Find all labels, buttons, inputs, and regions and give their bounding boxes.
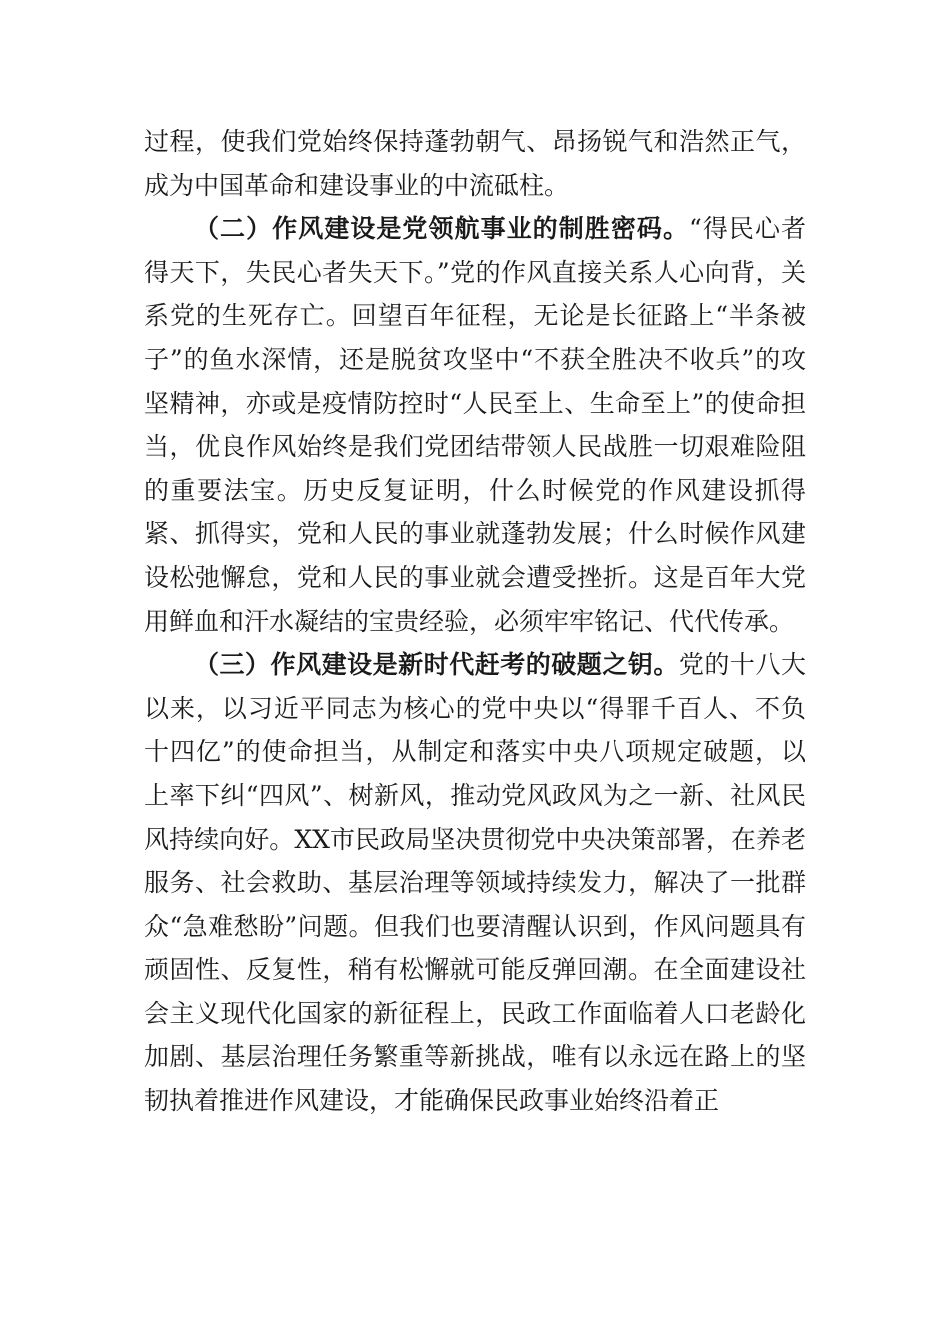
body-text [144, 120, 806, 1123]
paragraph-body: “得民心者得天下，失民心者失天下。”党的作风直接关系人心向背，关系党的生死存亡。回望百年征程，无论是长征路上“半条被子”的鱼水深情，还是脱贫攻坚中“不获全胜决不收兵”的攻坚精神，亦或是疫情防控时“人民至上、生命至上”的使命担当，优良作风始终是我们党团结带领人民战胜一切艰难险阻的重要法宝。历史反复证明，什么时候党的作风建设抓得紧、抓得实，党和人民的事业就蓬勃发展；什么时候作风建设松弛懈怠，党和人民的事业就会遭受挫折。这是百年大党用鲜血和汗水凝结的宝贵经验，必须牢牢铭记、代代传承。 [144, 214, 806, 636]
paragraph-body: 过程，使我们党始终保持蓬勃朝气、昂扬锐气和浩然正气，成为中国革命和建设事业的中流砥柱。 [144, 127, 806, 200]
section-heading: （三）作风建设是新时代赶考的破题之钥。 [194, 650, 679, 680]
section-heading: （二）作风建设是党领航事业的制胜密码。 [194, 214, 689, 244]
paragraph-section-2 [144, 207, 806, 643]
paragraph-section-3 [144, 643, 806, 1123]
paragraph-continuation [144, 120, 806, 207]
paragraph-body: 党的十八大以来，以习近平同志为核心的党中央以“得罪千百人、不负十四亿”的使命担当，从制定和落实中央八项规定破题，以上率下纠“四风”、树新风，推动党风政风为之一新、社风民风持续向好。XX市民政局坚决贯彻党中央决策部署，在养老服务、社会救助、基层治理等领域持续发力，解决了一批群众“急难愁盼”问题。但我们也要清醒认识到，作风问题具有顽固性、反复性，稍有松懈就可能反弹回潮。在全面建设社会主义现代化国家的新征程上，民政工作面临着人口老龄化加剧、基层治理任务繁重等新挑战，唯有以永远在路上的坚韧执着推进作风建设，才能确保民政事业始终沿着正 [144, 650, 806, 1116]
